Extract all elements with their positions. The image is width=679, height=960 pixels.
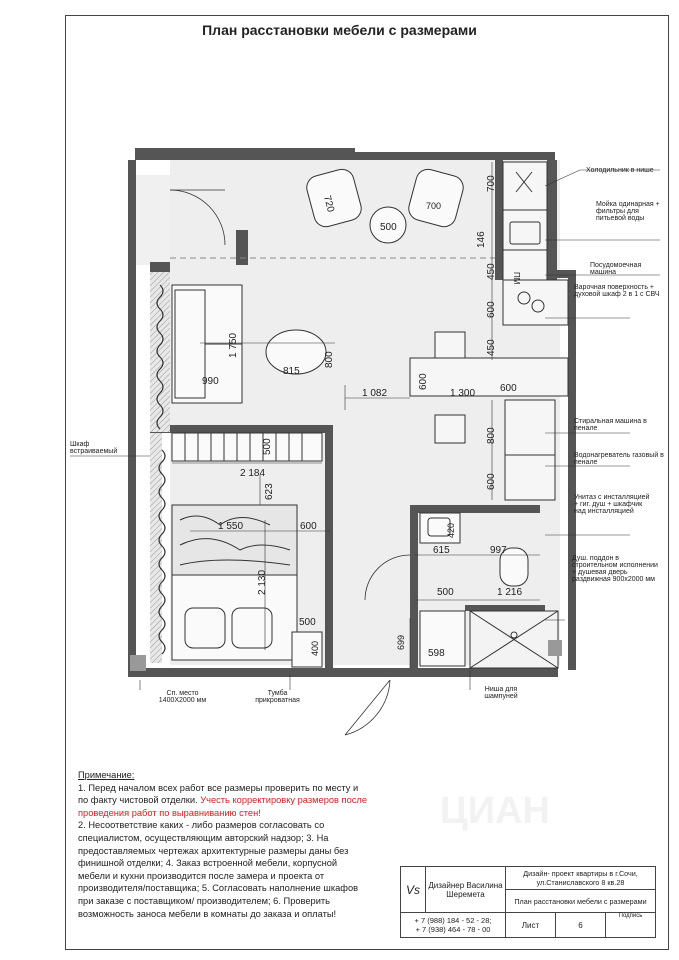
page-title: План расстановки мебели с размерами <box>202 22 477 38</box>
dim: 600 <box>300 521 317 532</box>
label-toilet: Унитаз с инсталляцией + гиг. душ + шкафчик над инсталляцией <box>574 494 650 515</box>
dim: 800 <box>486 427 497 444</box>
column-marker <box>548 640 562 656</box>
wardrobe <box>172 433 322 461</box>
dim: 500 <box>299 617 316 628</box>
dim: 146 <box>476 231 487 248</box>
dim: 1 750 <box>228 332 239 358</box>
balcony <box>135 175 170 265</box>
phone-1: + 7 (988) 184 - 52 - 28; <box>414 916 492 925</box>
note-1-warning: Учесть корректировку размеров после проведения работ по выравниванию стен! <box>78 795 368 818</box>
wall-hatch <box>150 272 170 432</box>
watermark: ЦИАН <box>440 790 550 832</box>
dishwasher-code: ПМ <box>512 272 521 285</box>
note-1: 1. Перед началом всех работ все размеры проверить по месту и по факту чистовой отделки. <box>78 782 359 806</box>
label-dishwasher: Посудомоечная машина <box>590 262 642 276</box>
label-hob: Варочная поверхность + духовой шкаф 2 в 1 с СВЧ <box>574 284 660 298</box>
column-marker <box>130 655 146 671</box>
dim: 600 <box>500 383 517 394</box>
dim: 600 <box>486 301 497 318</box>
sheet-label: Лист <box>506 913 556 938</box>
dim: 1 216 <box>497 587 523 598</box>
label-fridge: Холодильник в нише <box>586 167 654 174</box>
phone-2: + 7 (938) 464 - 78 - 00 <box>415 925 491 934</box>
dim: 500 <box>437 587 454 598</box>
dim: 800 <box>324 351 335 368</box>
project-name: Дизайн- проект квартиры в г.Сочи, ул.Станиславского 8 кв.28 <box>506 867 656 890</box>
dim: 450 <box>486 263 497 280</box>
label-shower: Душ. поддон в строительном исполнении + душевая дверь раздвижная 900x2000 мм <box>572 555 658 583</box>
notes-heading: Примечание: <box>78 770 135 780</box>
dim: 623 <box>264 483 275 500</box>
dim: 2 130 <box>257 569 268 595</box>
entrance-door <box>345 680 390 735</box>
label-sink: Мойка одинарная + фильтры для питьевой воды <box>596 201 660 222</box>
dim: 400 <box>310 640 320 656</box>
notes-rest: 2. Несоответствие каких - либо размеров согласовать со специалистом, осуществляющим авторский надзор; 3. На предоставляемых чертежах архитектурные размеры даны без финишной отделки; 4. Заказ встроенной мебели, корпусной мебели и кухни производится после замера и проекта от производителя/поставщика; 5. Согласовать наполнение шкафов при заказе с поставщиком/ производителем; 6. Проверить возможность заноса мебели в комнаты до заказа и оплаты! <box>78 820 359 919</box>
dim: 600 <box>418 373 429 390</box>
designer-name: Дизайнер Василина Шеремета <box>426 867 506 913</box>
dim: 990 <box>202 376 219 387</box>
dim: 2 184 <box>240 468 266 479</box>
dim: 700 <box>486 175 497 192</box>
label-wardrobe: Шкаф встраиваемый <box>70 441 118 455</box>
title-block <box>400 866 656 938</box>
dim: 615 <box>433 545 450 556</box>
dim: 997 <box>490 545 507 556</box>
dim-table: 500 <box>380 222 397 233</box>
dim: 815 <box>283 366 300 377</box>
label-washer: Стиральная машина в пенале <box>574 418 647 432</box>
dim: 1 300 <box>450 388 476 399</box>
sheet-number: 6 <box>556 913 606 938</box>
label-boiler: Водонагреватель газовый в пенале <box>574 452 664 466</box>
dim: 598 <box>428 648 445 659</box>
dim: 1 082 <box>362 388 388 399</box>
phones <box>401 913 506 938</box>
label-bed: Сп. место 1400X2000 мм <box>158 690 207 704</box>
label-nightstand: Тумба прикроватная <box>255 690 300 704</box>
designer-logo: Vs <box>401 867 426 913</box>
dim: 420 <box>446 522 456 538</box>
wall-hatch <box>150 433 162 663</box>
sheet-name: План расстановки мебели с размерами <box>506 890 656 913</box>
dim-chair: 700 <box>426 201 442 211</box>
dim: 600 <box>486 473 497 490</box>
dim: 500 <box>262 438 273 455</box>
dim: 450 <box>486 339 497 356</box>
notes-block <box>78 769 368 920</box>
dim: 1 550 <box>218 521 244 532</box>
dim: 699 <box>396 634 406 650</box>
signature-label: Подпись <box>606 913 656 938</box>
dim-chair: 720 <box>320 194 336 214</box>
label-niche: Ниша для шампуней <box>484 686 518 700</box>
